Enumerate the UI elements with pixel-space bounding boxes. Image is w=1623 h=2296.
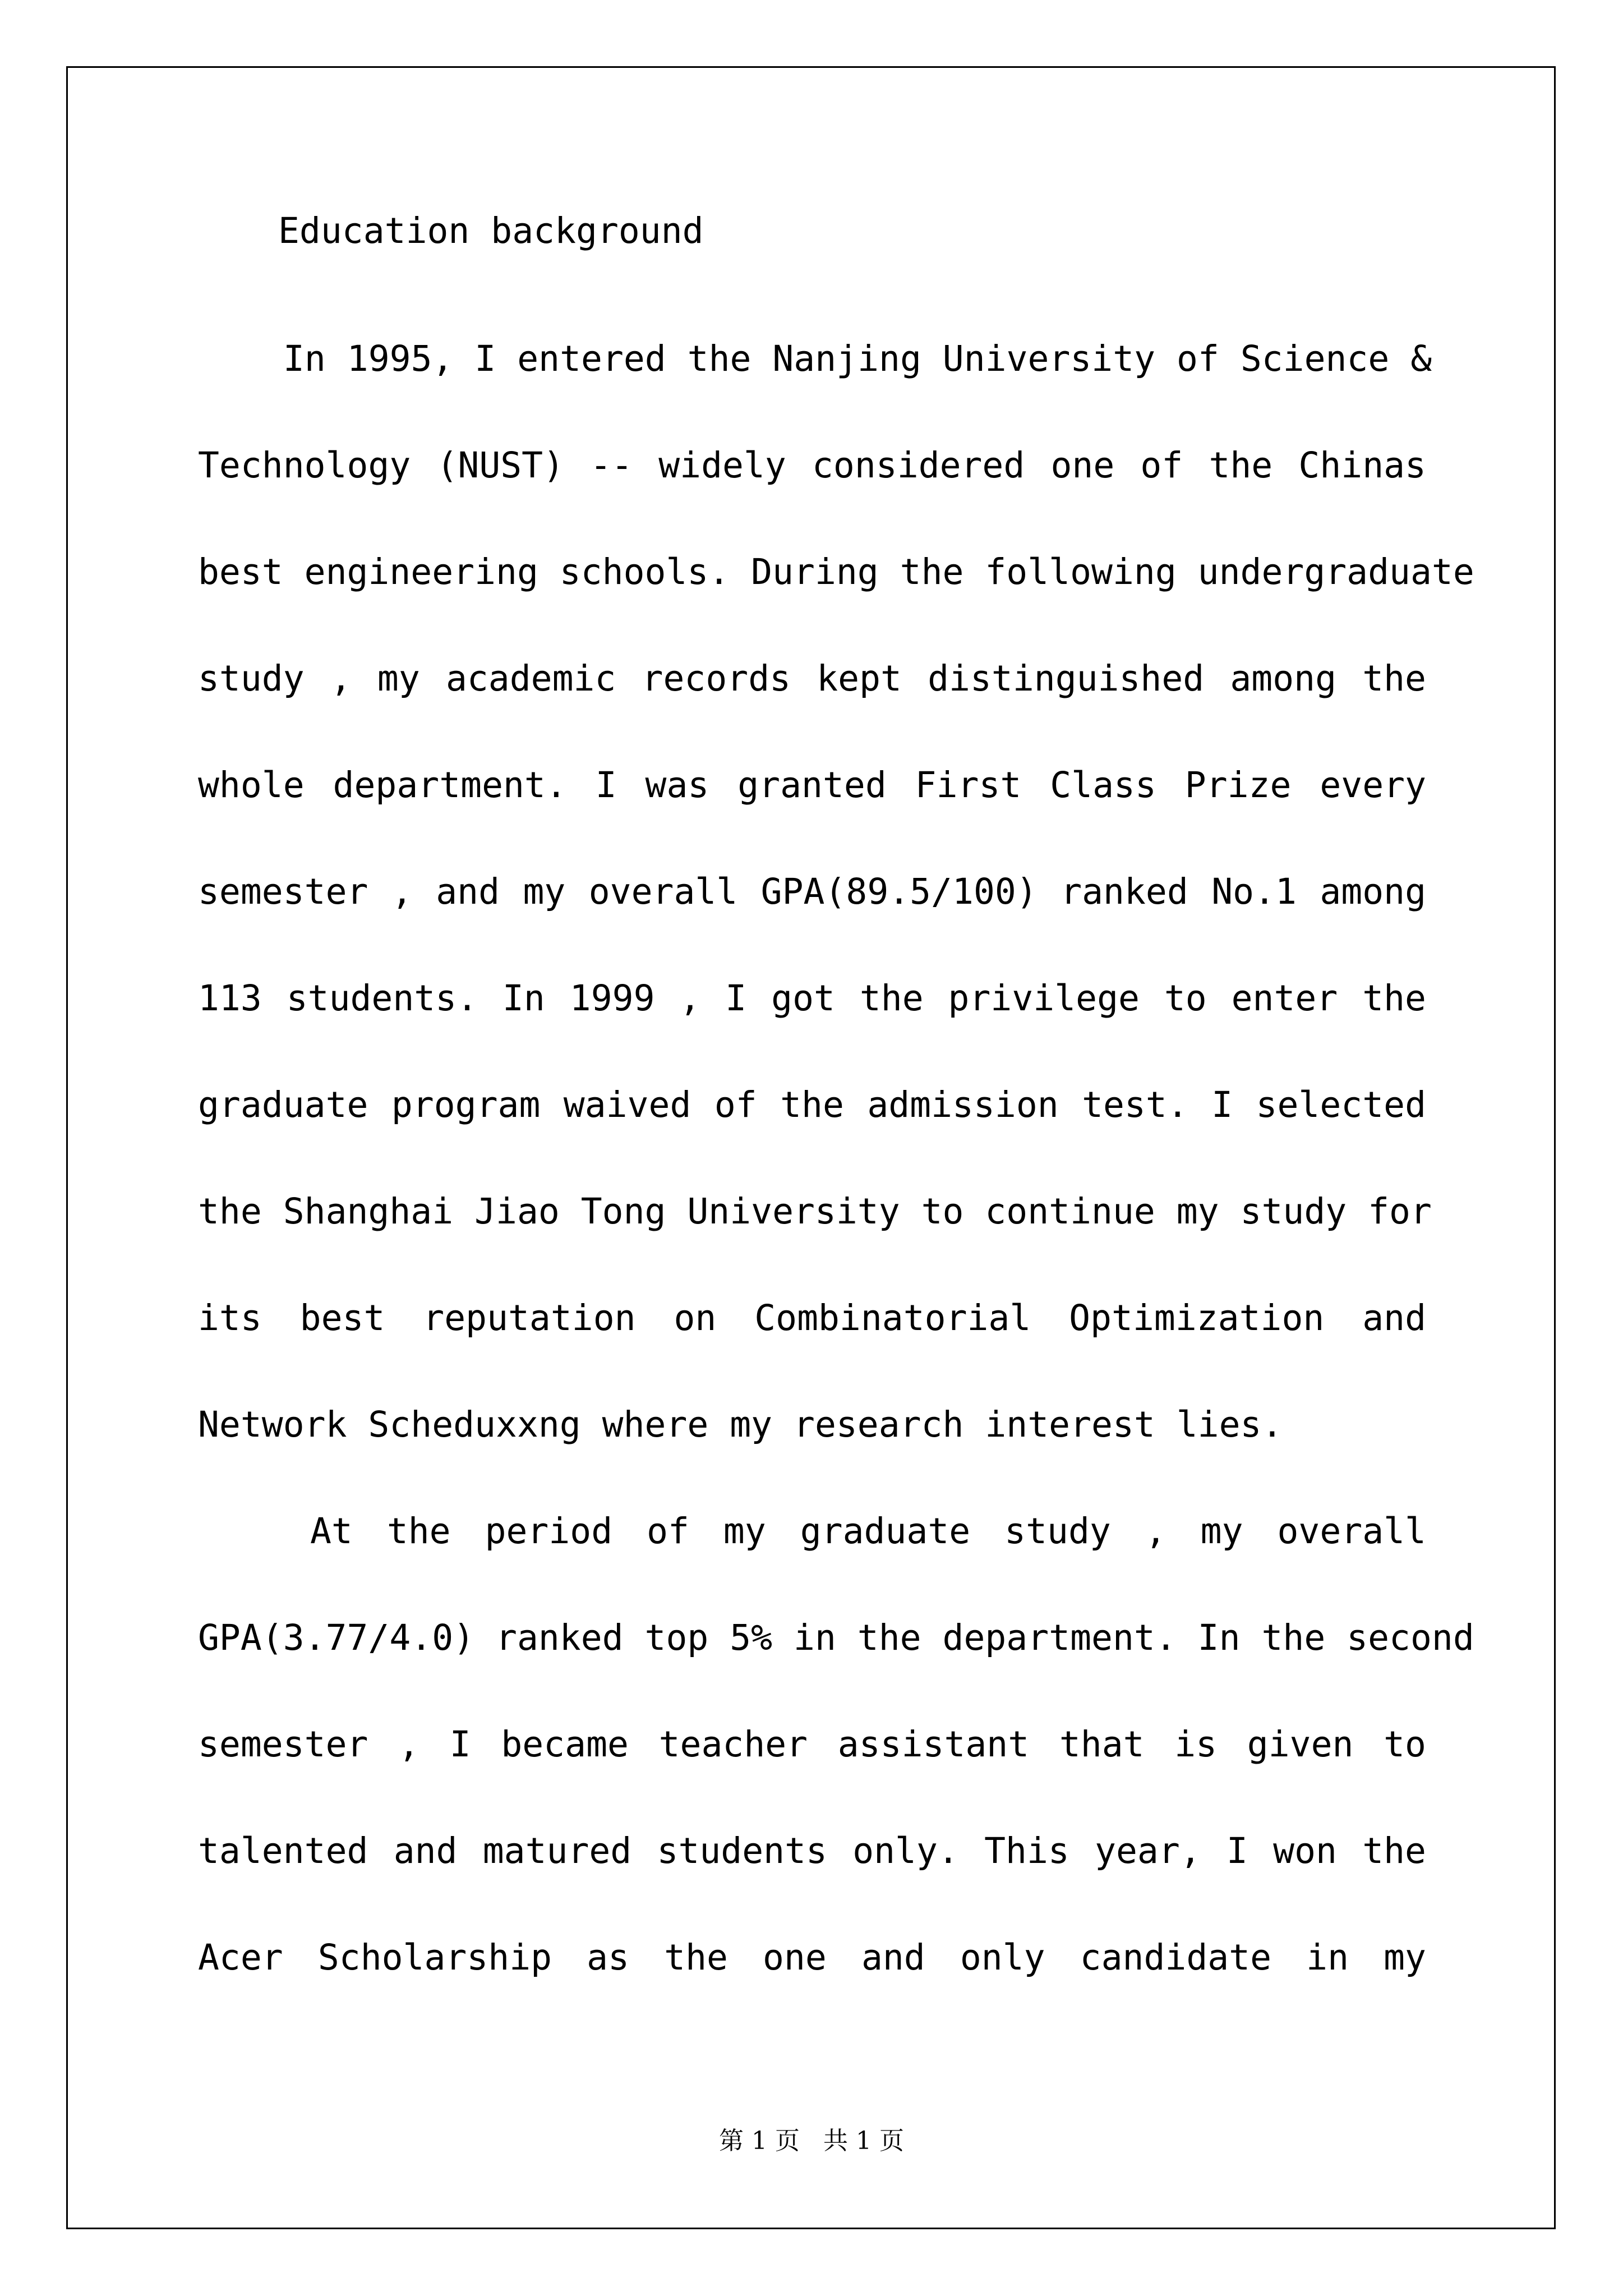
- text-line: 113 students. In 1999 , I got the privilege to enter the: [198, 978, 1426, 1019]
- text-line: In 1995, I entered the Nanjing University of Science &: [283, 338, 1432, 379]
- text-line: Acer Scholarship as the one and only candidate in my: [198, 1937, 1426, 1978]
- text-line: Network Scheduxxng where my research interest lies.: [198, 1404, 1283, 1445]
- text-line: semester , I became teacher assistant that is given to: [198, 1724, 1426, 1765]
- text-line: graduate program waived of the admission test. I selected: [198, 1084, 1426, 1125]
- text-line: its best reputation on Combinatorial Optimization and: [198, 1297, 1426, 1338]
- text-line: best engineering schools. During the following undergraduate: [198, 551, 1474, 592]
- section-heading: Education background: [278, 210, 704, 251]
- document-body: [198, 210, 1426, 251]
- text-line: whole department. I was granted First Class Prize every: [198, 765, 1426, 806]
- text-line: At the period of my graduate study , my overall: [310, 1511, 1426, 1552]
- text-line: the Shanghai Jiao Tong University to continue my study for: [198, 1191, 1432, 1232]
- page-border: [66, 66, 1556, 2229]
- text-line: Technology (NUST) -- widely considered one of the Chinas: [198, 445, 1426, 486]
- text-line: study , my academic records kept distinguished among the: [198, 658, 1426, 699]
- page-footer: 第 1 页 共 1 页: [719, 2127, 904, 2155]
- text-line: talented and matured students only. This year, I won the: [198, 1830, 1426, 1871]
- text-line: semester , and my overall GPA(89.5/100) ranked No.1 among: [198, 871, 1426, 912]
- text-line: GPA(3.77/4.0) ranked top 5% in the department. In the second: [198, 1617, 1474, 1658]
